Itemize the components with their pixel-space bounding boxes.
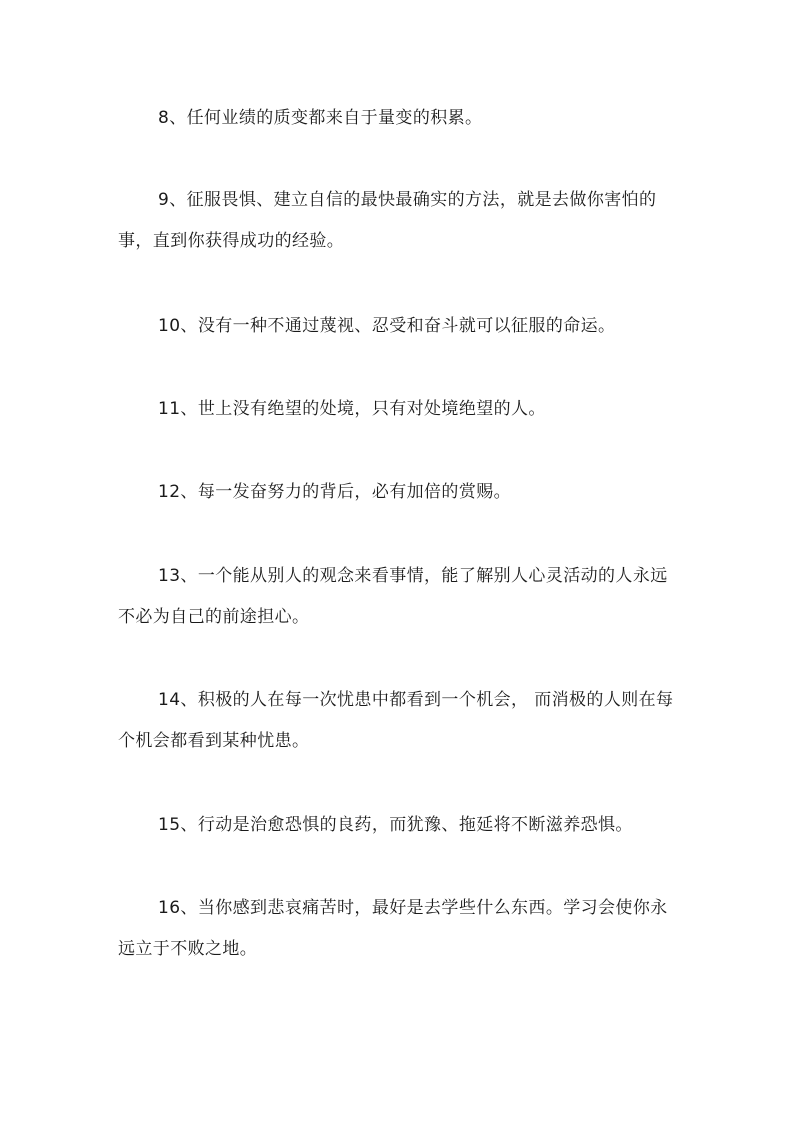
- paragraph-11: 11、世上没有绝望的处境，只有对处境绝望的人。: [158, 399, 546, 419]
- paragraph-15: 15、行动是治愈恐惧的良药，而犹豫、拖延将不断滋养恐惧。: [158, 815, 633, 835]
- paragraph-10: 10、没有一种不通过蔑视、忍受和奋斗就可以征服的命运。: [158, 316, 616, 336]
- paragraph-16: 16、当你感到悲哀痛苦时，最好是去学些什么东西。学习会使你永远立于不败之地。: [118, 898, 668, 959]
- paragraph-9: 9、征服畏惧、建立自信的最快最确实的方法，就是去做你害怕的事，直到你获得成功的经验。: [118, 190, 657, 251]
- paragraph-8: 8、任何业绩的质变都来自于量变的积累。: [158, 108, 483, 128]
- paragraph-13: 13、一个能从别人的观念来看事情，能了解别人心灵活动的人永远不必为自己的前途担心。: [118, 566, 668, 627]
- paragraph-14: 14、积极的人在每一次忧患中都看到一个机会， 而消极的人则在每个机会都看到某种忧患。: [118, 690, 674, 751]
- paragraph-12: 12、每一发奋努力的背后，必有加倍的赏赐。: [158, 482, 512, 502]
